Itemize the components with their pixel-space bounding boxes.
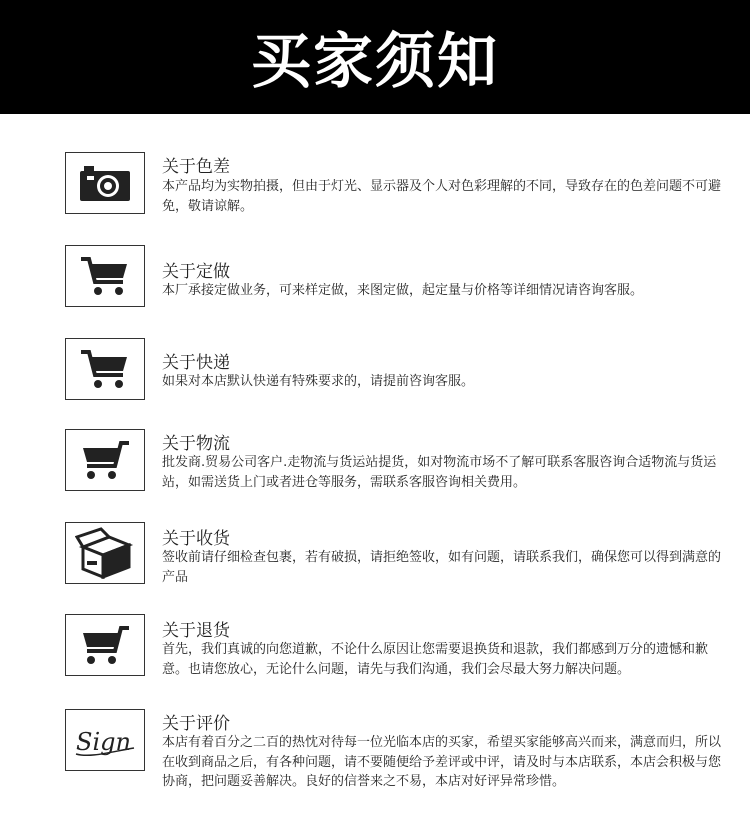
cart-icon bbox=[65, 614, 145, 676]
box-icon bbox=[65, 522, 145, 584]
section-desc: 本厂承接定做业务，可来样定做，来图定做，起定量与价格等详细情况请咨询客服。 bbox=[162, 283, 644, 298]
page-title: 买家须知 bbox=[251, 27, 499, 97]
signature-icon bbox=[65, 709, 145, 771]
section-title: 关于退货 bbox=[162, 621, 230, 641]
section-title: 关于收货 bbox=[162, 529, 230, 549]
section-desc: 本店有着百分之二百的热忱对待每一位光临本店的买家，希望买家能够高兴而来，满意而归，所以在收到商品之后，有各种问题，请不要随便给予差评或中评，请及时与本店联系，本店会积极与您协商，把问题妥善解决。良好的信誉来之不易，本店对好评异常珍惜。 bbox=[162, 735, 722, 789]
section-desc: 首先，我们真诚的向您道歉，不论什么原因让您需要退换货和退款，我们都感到万分的遗憾和歉意。也请您放心，无论什么问题，请先与我们沟通，我们会尽最大努力解决问题。 bbox=[162, 642, 709, 677]
section-desc: 本产品均为实物拍摄，但由于灯光、显示器及个人对色彩理解的不同，导致存在的色差问题不可避免，敬请谅解。 bbox=[162, 179, 722, 214]
section-title: 关于物流 bbox=[162, 434, 230, 454]
section-title: 关于评价 bbox=[162, 714, 230, 734]
cart-icon bbox=[65, 338, 145, 400]
section-title: 关于色差 bbox=[162, 157, 230, 177]
section-title: 关于快递 bbox=[162, 353, 230, 373]
header-banner bbox=[0, 0, 750, 114]
cart-icon bbox=[65, 429, 145, 491]
svg-text:Sign: Sign bbox=[76, 728, 131, 756]
section-title: 关于定做 bbox=[162, 262, 230, 282]
section-desc: 如果对本店默认快递有特殊要求的，请提前咨询客服。 bbox=[162, 374, 475, 389]
camera-icon bbox=[65, 152, 145, 214]
section-desc: 签收前请仔细检查包裹，若有破损，请拒绝签收，如有问题，请联系我们，确保您可以得到满意的产品 bbox=[162, 550, 722, 585]
cart-icon bbox=[65, 245, 145, 307]
section-desc: 批发商.贸易公司客户.走物流与货运站提货，如对物流市场不了解可联系客服咨询合适物流与货运站，如需送货上门或者进仓等服务，需联系客服咨询相关费用。 bbox=[162, 455, 717, 490]
